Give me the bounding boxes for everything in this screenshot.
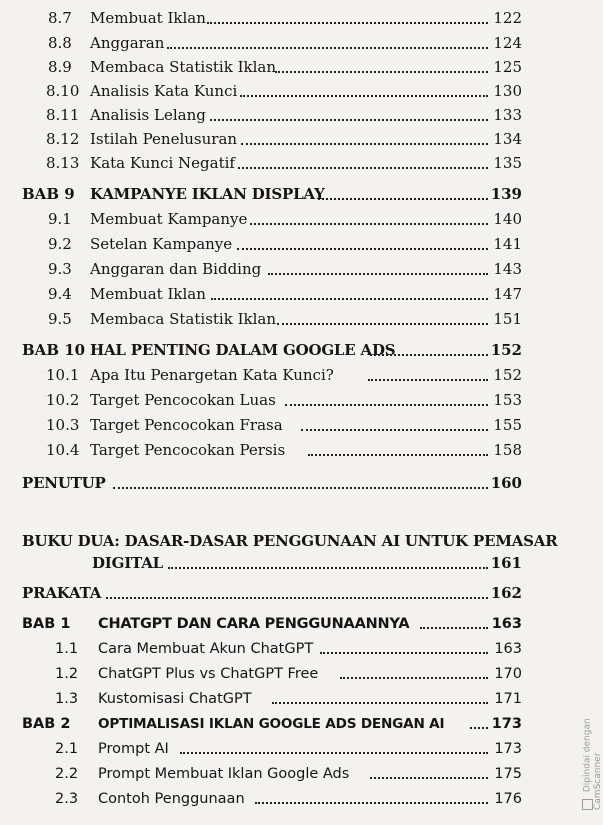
entry-title: Anggaran dan Bidding — [90, 260, 262, 278]
chapter-title: PRAKATA — [22, 584, 102, 602]
entry-number: 9.4 — [48, 285, 72, 303]
entry-title: Target Pencocokan Frasa — [90, 416, 283, 434]
entry-page: 171 — [494, 691, 522, 707]
entry-title: Prompt AI — [98, 741, 169, 757]
leader-dots — [241, 141, 488, 145]
leader-dots — [180, 750, 488, 754]
entry-title: Apa Itu Penargetan Kata Kunci? — [90, 366, 334, 384]
toc-entry — [0, 760, 600, 784]
leader-dots — [470, 725, 488, 729]
part-page: 161 — [490, 554, 522, 572]
entry-title: Kustomisasi ChatGPT — [98, 691, 252, 707]
leader-dots — [301, 427, 488, 431]
entry-page: 152 — [493, 366, 522, 384]
entry-page: 135 — [493, 154, 522, 172]
chapter-title: CHATGPT DAN CARA PENGGUNAANNYA — [98, 616, 410, 632]
entry-page: 151 — [493, 310, 522, 328]
leader-dots — [167, 45, 488, 49]
leader-dots — [250, 221, 488, 225]
toc-entry — [0, 387, 600, 411]
chapter-title: HAL PENTING DALAM GOOGLE ADS — [90, 341, 396, 359]
toc-entry — [0, 281, 600, 305]
entry-number: 9.1 — [48, 210, 72, 228]
leader-dots — [308, 452, 488, 456]
entry-title: Kata Kunci Negatif — [90, 154, 235, 172]
entry-number: 9.2 — [48, 235, 72, 253]
entry-page: 173 — [494, 741, 522, 757]
leader-dots — [370, 775, 488, 779]
toc-entry — [0, 206, 600, 230]
leader-dots — [320, 650, 488, 654]
entry-page: 130 — [493, 82, 522, 100]
entry-title: Contoh Penggunaan — [98, 791, 245, 807]
entry-page: 155 — [493, 416, 522, 434]
entry-number: 10.3 — [46, 416, 80, 434]
chapter-page: 139 — [490, 185, 522, 203]
chapter-page: 152 — [490, 341, 522, 359]
leader-dots — [268, 271, 488, 275]
leader-dots — [113, 485, 488, 489]
entry-title: Membuat Kampanye — [90, 210, 248, 228]
toc-entry — [0, 362, 600, 386]
entry-number: 1.3 — [55, 691, 79, 707]
entry-page: 124 — [493, 34, 522, 52]
chapter-title: OPTIMALISASI IKLAN GOOGLE ADS DENGAN AI — [98, 716, 445, 732]
entry-title: Analisis Lelang — [90, 106, 206, 124]
entry-title: Target Pencocokan Luas — [90, 391, 276, 409]
leader-dots — [238, 165, 488, 169]
watermark-text: Dipindai dengan CamScanner — [582, 718, 603, 810]
leader-dots — [285, 402, 488, 406]
entry-number: 8.12 — [46, 130, 80, 148]
leader-dots — [106, 595, 488, 599]
entry-number: 10.4 — [46, 441, 80, 459]
toc-entry — [0, 150, 600, 174]
chapter-heading — [0, 610, 600, 634]
chapter-heading — [0, 710, 600, 734]
entry-title: Target Pencocokan Persis — [90, 441, 286, 459]
toc-entry — [0, 437, 600, 461]
entry-number: 10.2 — [46, 391, 80, 409]
toc-entry — [0, 5, 600, 29]
leader-dots — [275, 69, 488, 73]
chapter-page: 160 — [490, 474, 522, 492]
chapter-number: BAB 2 — [22, 716, 71, 732]
camscanner-icon — [582, 799, 593, 810]
toc-entry — [0, 126, 600, 150]
leader-dots — [370, 352, 488, 356]
chapter-page: 173 — [491, 716, 522, 732]
chapter-page: 163 — [491, 616, 522, 632]
leader-dots — [318, 196, 488, 200]
entry-page: 141 — [493, 235, 522, 253]
entry-title: Prompt Membuat Iklan Google Ads — [98, 766, 350, 782]
entry-page: 153 — [493, 391, 522, 409]
leader-dots — [420, 625, 488, 629]
entry-page: 143 — [493, 260, 522, 278]
toc-entry — [0, 685, 600, 709]
chapter-number: BAB 9 — [22, 185, 75, 203]
scanner-watermark — [582, 700, 603, 810]
entry-title: Istilah Penelusuran — [90, 130, 238, 148]
part-heading — [0, 528, 600, 552]
chapter-title: PENUTUP — [22, 474, 106, 492]
entry-number: 10.1 — [46, 366, 80, 384]
chapter-heading — [0, 470, 600, 494]
toc-entry — [0, 102, 600, 126]
toc-entry — [0, 735, 600, 759]
entry-page: 134 — [493, 130, 522, 148]
leader-dots — [168, 565, 488, 569]
toc-entry — [0, 785, 600, 809]
leader-dots — [211, 296, 488, 300]
entry-title: Membaca Statistik Iklan — [90, 310, 276, 328]
chapter-heading — [0, 181, 600, 205]
entry-page: 125 — [493, 58, 522, 76]
leader-dots — [340, 675, 488, 679]
chapter-heading — [0, 580, 600, 604]
entry-number: 8.11 — [46, 106, 80, 124]
chapter-title: KAMPANYE IKLAN DISPLAY — [90, 185, 325, 203]
entry-title: Cara Membuat Akun ChatGPT — [98, 641, 314, 657]
entry-title: Anggaran — [90, 34, 165, 52]
entry-number: 9.5 — [48, 310, 72, 328]
entry-page: 147 — [493, 285, 522, 303]
entry-page: 175 — [494, 766, 522, 782]
entry-number: 2.1 — [55, 741, 79, 757]
toc-entry — [0, 306, 600, 330]
entry-number: 8.13 — [46, 154, 80, 172]
entry-title: Membuat Iklan — [90, 9, 206, 27]
toc-entry — [0, 78, 600, 102]
toc-entry — [0, 412, 600, 436]
leader-dots — [207, 20, 488, 24]
entry-title: Setelan Kampanye — [90, 235, 233, 253]
toc-entry — [0, 54, 600, 78]
entry-number: 9.3 — [48, 260, 72, 278]
leader-dots — [210, 117, 488, 121]
part-title-line1: BUKU DUA: DASAR-DASAR PENGGUNAAN AI UNTUK PEMASAR — [22, 532, 558, 550]
entry-number: 8.7 — [48, 9, 72, 27]
entry-page: 176 — [494, 791, 522, 807]
entry-page: 133 — [493, 106, 522, 124]
entry-number: 1.1 — [55, 641, 79, 657]
entry-number: 2.3 — [55, 791, 79, 807]
toc-entry — [0, 231, 600, 255]
entry-number: 8.8 — [48, 34, 72, 52]
leader-dots — [255, 800, 488, 804]
entry-page: 158 — [493, 441, 522, 459]
entry-title: ChatGPT Plus vs ChatGPT Free — [98, 666, 319, 682]
leader-dots — [277, 321, 488, 325]
leader-dots — [368, 377, 488, 381]
toc-entry — [0, 660, 600, 684]
entry-page: 122 — [493, 9, 522, 27]
chapter-number: BAB 10 — [22, 341, 86, 359]
chapter-page: 162 — [490, 584, 522, 602]
entry-number: 8.9 — [48, 58, 72, 76]
leader-dots — [240, 93, 488, 97]
toc-entry — [0, 256, 600, 280]
part-heading — [0, 550, 600, 574]
entry-title: Membaca Statistik Iklan — [90, 58, 276, 76]
entry-number: 8.10 — [46, 82, 80, 100]
entry-number: 2.2 — [55, 766, 79, 782]
entry-number: 1.2 — [55, 666, 79, 682]
entry-page: 140 — [493, 210, 522, 228]
part-title-line2: DIGITAL — [92, 554, 163, 572]
entry-title: Analisis Kata Kunci — [90, 82, 238, 100]
entry-title: Membuat Iklan — [90, 285, 206, 303]
entry-page: 170 — [494, 666, 522, 682]
leader-dots — [272, 700, 488, 704]
toc-entry — [0, 30, 600, 54]
chapter-number: BAB 1 — [22, 616, 71, 632]
toc-entry — [0, 635, 600, 659]
leader-dots — [237, 246, 488, 250]
entry-page: 163 — [494, 641, 522, 657]
chapter-heading — [0, 337, 600, 361]
